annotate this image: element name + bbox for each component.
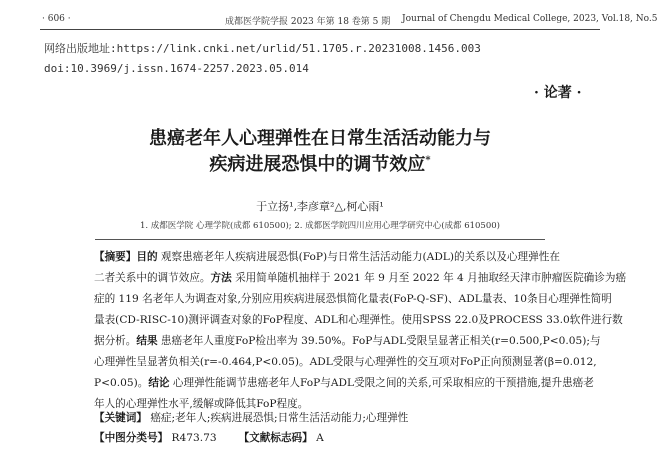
abstract-text: 观察患癌老年人疾病进展恐惧(FoP)与日常生活活动能力(ADL)的关系以及心理弹性在	[157, 251, 560, 263]
abstract-line: 症的 119 名老年人为调查对象,分别应用疾病进展恐惧简化量表(FoP-Q-SF)、ADL量表、10条目心理弹性简明	[94, 293, 612, 305]
abstract-line	[94, 373, 594, 394]
abstract-text: 患癌老年人重度FoP检出率为 39.50%。FoP与ADL受限呈显著正相关(r=0.500,P<0.05);与	[157, 335, 601, 347]
abstract-line	[94, 268, 627, 289]
abstract-line	[94, 331, 601, 352]
title-line-2-text: 疾病进展恐惧中的调节效应	[209, 154, 426, 175]
abstract-line	[94, 247, 586, 268]
header-rule	[40, 29, 600, 30]
doc-code-label: 【文献标志码】	[238, 432, 313, 444]
abstract-text: 据分析。	[94, 335, 137, 347]
doi[interactable]: doi:10.3969/j.issn.1674-2257.2023.05.014	[44, 62, 309, 75]
abstract-line: 量表(CD-RISC-10)测评调查对象的FoP程度、ADL和心理弹性。使用SPSS 22.0及PROCESS 33.0软件进行数	[94, 314, 623, 326]
keywords-value: 癌症;老年人;疾病进展恐惧;日常生活活动能力;心理弹性	[146, 412, 409, 424]
abstract-text: 二者关系中的调节效应。	[94, 272, 211, 284]
page-number: · 606 ·	[42, 14, 71, 24]
keywords-label: 【关键词】	[94, 412, 147, 424]
title-line-1: 患癌老年人心理弹性在日常生活活动能力与	[149, 128, 491, 149]
journal-chinese: 成都医学院学报 2023 年第 18 卷第 5 期	[225, 17, 391, 27]
clc-label: 【中图分类号】	[94, 432, 169, 444]
separator-rule	[95, 239, 545, 240]
authors: 于立扬¹,李彦章²△,柯心雨¹	[256, 200, 384, 213]
abstract-text: 心理弹性能调节患癌老年人FoP与ADL受限之间的关系,可采取相应的干预措施,提升患癌老	[169, 377, 594, 389]
results-label: 结果	[136, 335, 158, 347]
affiliation-1: 1. 成都医学院 心理学院(成都 610500);	[140, 221, 292, 231]
journal-english: Journal of Chengdu Medical College, 2023, Vol.18, No.5	[402, 14, 658, 24]
abstract-text: P<0.05)。	[94, 377, 149, 389]
clc-value: R473.73	[168, 432, 217, 444]
title-footnote-mark: *	[425, 155, 431, 166]
conclusion-label: 结论	[148, 377, 170, 389]
section-label: · 论著 ·	[534, 85, 582, 101]
methods-label: 方法	[210, 272, 232, 284]
abstract-text: 采用简单随机抽样于 2021 年 9 月至 2022 年 4 月抽取经天津市肿瘤医院确诊为癌	[231, 272, 627, 284]
affiliations	[0, 219, 640, 231]
abstract	[94, 247, 627, 415]
affiliation-2: 2. 成都医学院四川应用心理学研究中心(成都 610500)	[294, 221, 500, 231]
abstract-line: 年人的心理弹性水平,缓解或降低其FoP程度。	[94, 398, 309, 410]
objective-label: 目的	[136, 251, 158, 263]
title-line-2	[0, 150, 640, 176]
doc-code-value: A	[312, 432, 324, 444]
abstract-label: 【摘要】	[94, 251, 137, 263]
keywords	[94, 410, 408, 425]
abstract-line: 心理弹性呈显著负相关(r=-0.464,P<0.05)。ADL受限与心理弹性的交互项对FoP正向预测显著(β=0.012,	[94, 356, 597, 368]
online-url[interactable]: 网络出版地址:https://link.cnki.net/urlid/51.1705.r.20231008.1456.003	[44, 42, 481, 55]
classification	[94, 430, 324, 445]
